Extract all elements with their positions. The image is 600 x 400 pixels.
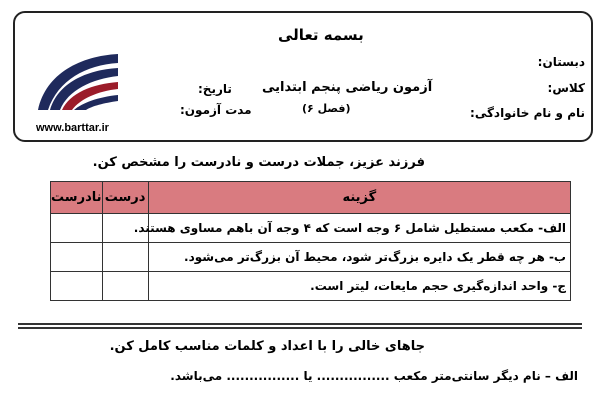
false-cell-b[interactable] [51, 243, 103, 272]
true-cell-b[interactable] [102, 243, 148, 272]
barttar-logo-icon [26, 48, 121, 120]
statement-b: ب- هر چه قطر یک دایره بزرگ‌تر شود، محیط آن بزرگ‌تر می‌شود. [148, 243, 570, 272]
duration-label: مدت آزمون: [180, 103, 252, 117]
statement-c: ج- واحد اندازه‌گیری حجم مایعات، لیتر است. [148, 272, 570, 301]
statement-a: الف- مکعب مستطیل شامل ۶ وجه است که ۴ وجه آن باهم مساوی هستند. [148, 214, 570, 243]
class-label: کلاس: [547, 81, 585, 95]
true-cell-c[interactable] [102, 272, 148, 301]
true-false-table [50, 181, 571, 301]
school-label: دبستان: [537, 55, 585, 69]
basmala: بسمه تعالی [278, 26, 364, 44]
exam-title: آزمون ریاضی پنجم ابتدایی [262, 80, 433, 95]
true-header: درست [102, 182, 148, 214]
table-row [51, 214, 571, 243]
chapter-label: (فصل ۶) [302, 102, 351, 115]
fill-blank-item-a: الف – نام دیگر سانتی‌متر مکعب ................ یا ................ می‌باشد. [170, 369, 578, 383]
table-row [51, 272, 571, 301]
website-label: www.barttar.ir [36, 122, 109, 134]
table-row [51, 243, 571, 272]
false-cell-a[interactable] [51, 214, 103, 243]
section1-instruction: فرزند عزیز، جملات درست و نادرست را مشخص کن. [92, 155, 425, 170]
section-divider-top [18, 323, 582, 325]
false-header: نادرست [51, 182, 103, 214]
name-label: نام و نام خانوادگی: [470, 106, 585, 120]
table-header-row [51, 182, 571, 214]
option-header: گزینه [148, 182, 570, 214]
date-label: تاریخ: [198, 82, 232, 96]
false-cell-c[interactable] [51, 272, 103, 301]
section2-instruction: جاهای خالی را با اعداد و کلمات مناسب کامل کن. [109, 339, 425, 354]
section-divider-bottom [18, 327, 582, 329]
